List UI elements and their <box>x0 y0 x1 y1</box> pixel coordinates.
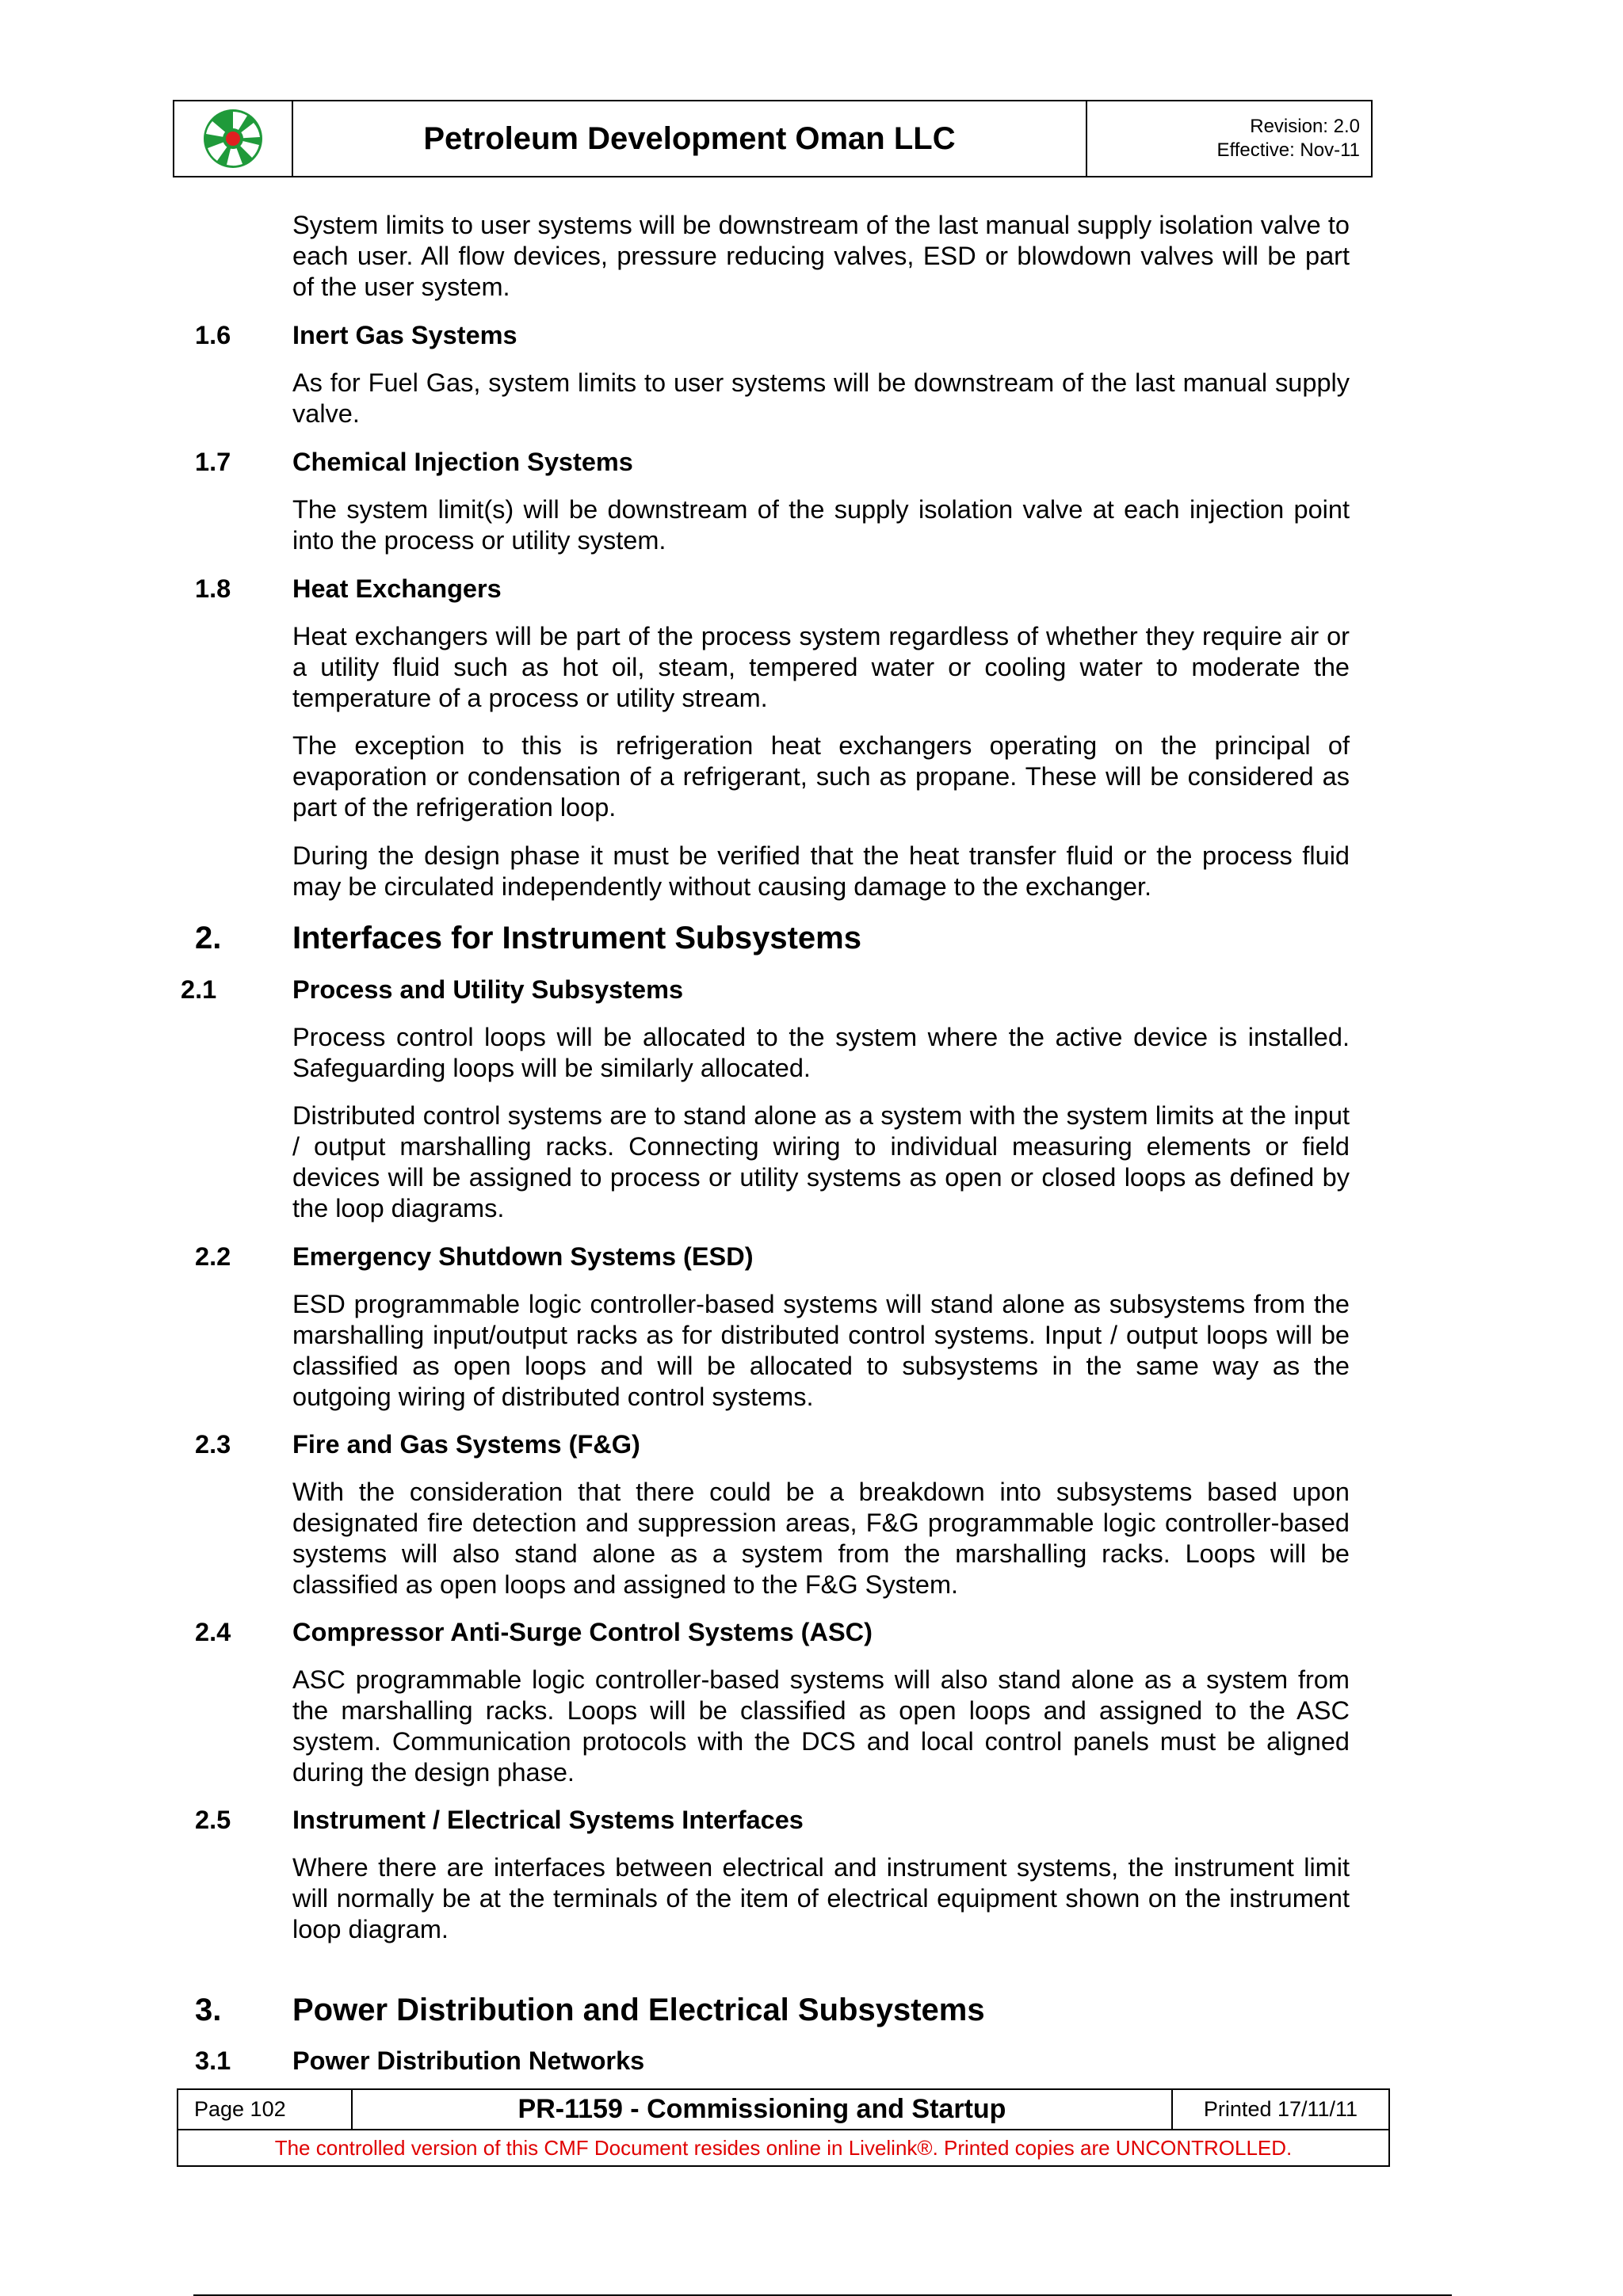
section-heading: Heat Exchangers <box>292 574 502 603</box>
section-paragraph: With the consideration that there could be a breakdown into subsystems based upon designated fire detection and suppression areas, F&G programmable logic controller-based systems will also stand alone as a system from the marshalling racks. Loops will be classified as open loops and assigned to the F&G System. <box>292 1478 1350 1599</box>
section-number: 1.7 <box>195 448 231 476</box>
section-number: 1.6 <box>195 321 231 349</box>
section-number: 2.5 <box>195 1806 231 1834</box>
section-paragraph: Distributed control systems are to stand alone as a system with the system limits at the input / output marshalling racks. Connecting wiring to individual measuring elements or field devices will be assigned to process or utility systems as open or closed loops as defined by the loop diagrams. <box>292 1101 1350 1222</box>
page-header <box>173 100 1373 177</box>
section-heading: Power Distribution Networks <box>292 2046 645 2075</box>
section-paragraph: ASC programmable logic controller-based systems will also stand alone as a system from the marshalling racks. Loops will be classified as open loops and assigned to the ASC system. Communication protocols with the DCS and local control panels must be aligned during the design phase. <box>292 1665 1350 1787</box>
uncontrolled-notice: The controlled version of this CMF Document resides online in Livelink®. Printed copies are UNCONTROLLED. <box>274 2135 1293 2160</box>
section-paragraph: ESD programmable logic controller-based systems will stand alone as subsystems from the marshalling input/output racks as for distributed control systems. Input / output loops will be classified as open loops and will be allocated to subsystems in the same way as the outgoing wiring of distributed control systems. <box>292 1290 1350 1411</box>
chapter-number: 2. <box>195 921 222 955</box>
section-number: 2.3 <box>195 1430 231 1459</box>
section-number: 3.1 <box>195 2046 231 2075</box>
section-number: 1.8 <box>195 574 231 603</box>
intro-paragraph: System limits to user systems will be downstream of the last manual supply isolation valve to each user. All flow devices, pressure reducing valves, ESD or blowdown valves will be part of the user system. <box>292 211 1350 301</box>
pdo-logo-icon <box>201 107 265 170</box>
page-footer <box>177 2088 1390 2167</box>
section-heading: Compressor Anti-Surge Control Systems (ASC) <box>292 1618 873 1646</box>
section-number: 2.1 <box>181 975 217 1004</box>
revision-label: Revision: 2.0 <box>1250 116 1360 137</box>
chapter-heading: Power Distribution and Electrical Subsystems <box>292 1993 985 2027</box>
printed-date: Printed 17/11/11 <box>1203 2097 1358 2121</box>
chapter-heading: Interfaces for Instrument Subsystems <box>292 921 861 955</box>
section-heading: Fire and Gas Systems (F&G) <box>292 1430 640 1459</box>
section-paragraph: Process control loops will be allocated to the system where the active device is installed. Safeguarding loops will be similarly allocated. <box>292 1023 1350 1082</box>
section-paragraph: The system limit(s) will be downstream of the supply isolation valve at each injection point into the process or utility system. <box>292 495 1350 555</box>
company-name: Petroleum Development Oman LLC <box>293 101 1087 176</box>
section-paragraph: Heat exchangers will be part of the process system regardless of whether they require air or a utility fluid such as hot oil, steam, tempered water or cooling water to moderate the temperature of a process or utility stream. <box>292 622 1350 712</box>
chapter-number: 3. <box>195 1993 222 2027</box>
section-heading: Process and Utility Subsystems <box>292 975 684 1004</box>
page-number: Page 102 <box>178 2090 353 2129</box>
revision-info <box>1087 101 1371 176</box>
section-number: 2.2 <box>195 1242 231 1271</box>
section-number: 2.4 <box>195 1618 231 1646</box>
section-paragraph: The exception to this is refrigeration heat exchangers operating on the principal of evaporation or condensation of a refrigerant, such as propane. These will be considered as part of the refrigeration loop. <box>292 731 1350 822</box>
logo-cell <box>174 101 293 176</box>
section-heading: Inert Gas Systems <box>292 321 517 349</box>
section-heading: Emergency Shutdown Systems (ESD) <box>292 1242 754 1271</box>
section-paragraph: Where there are interfaces between electrical and instrument systems, the instrument limit will normally be at the terminals of the item of electrical equipment shown on the instrument loop diagram. <box>292 1853 1350 1943</box>
section-heading: Instrument / Electrical Systems Interfaces <box>292 1806 804 1834</box>
section-paragraph: As for Fuel Gas, system limits to user systems will be downstream of the last manual supply valve. <box>292 368 1350 428</box>
effective-label: Effective: Nov-11 <box>1216 139 1360 161</box>
section-heading: Chemical Injection Systems <box>292 448 633 476</box>
section-paragraph: During the design phase it must be verified that the heat transfer fluid or the process fluid may be circulated independently without causing damage to the exchanger. <box>292 841 1350 901</box>
document-title: PR-1159 - Commissioning and Startup <box>353 2090 1173 2129</box>
